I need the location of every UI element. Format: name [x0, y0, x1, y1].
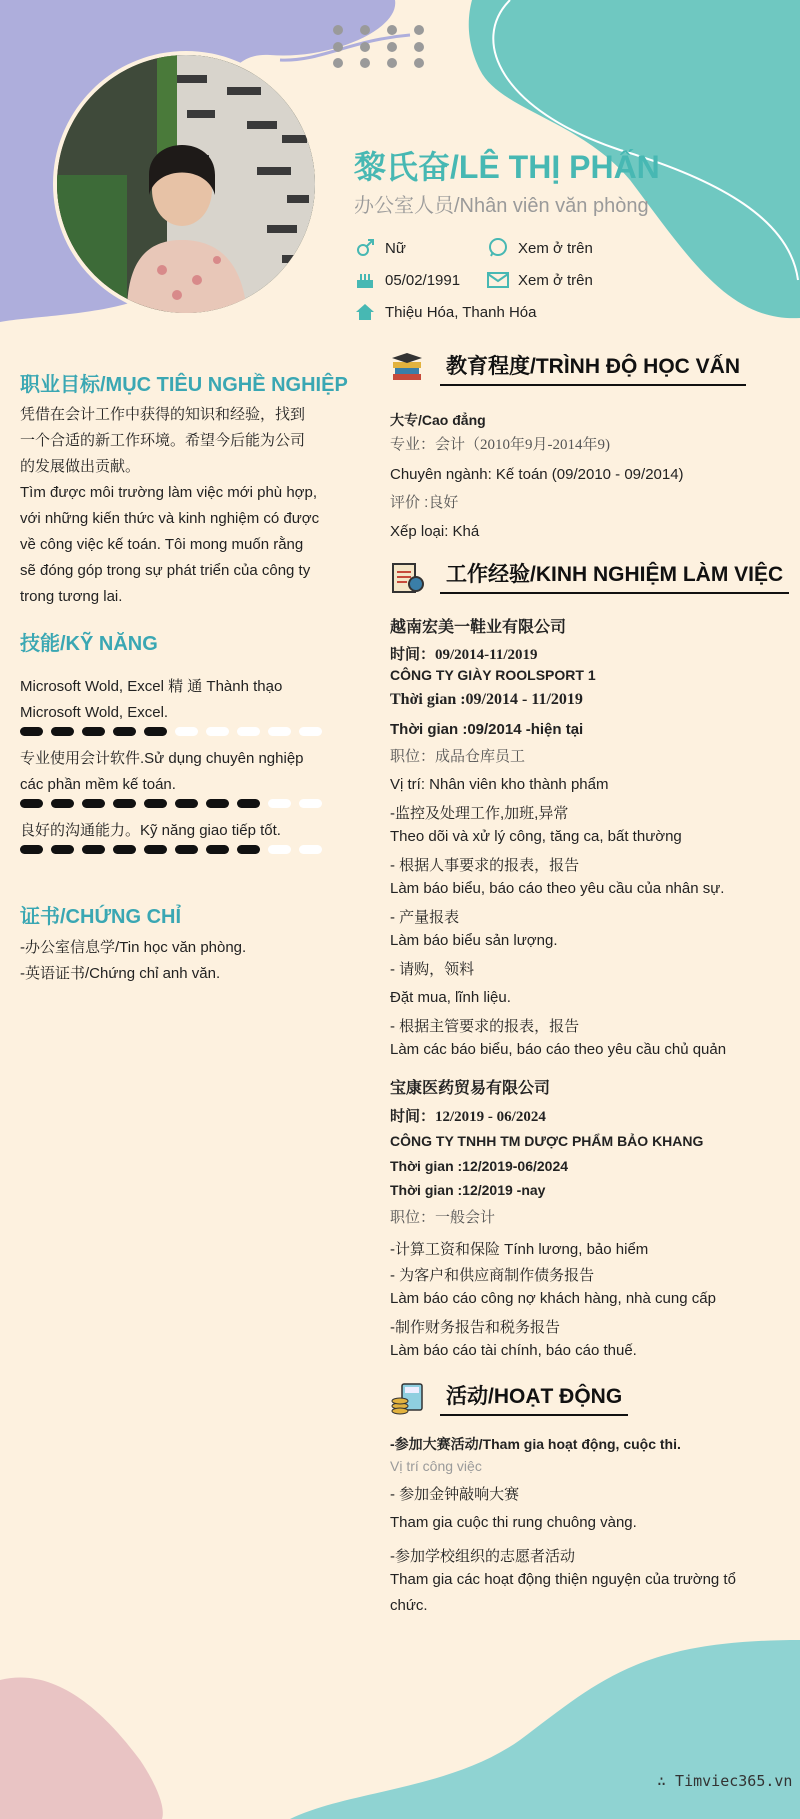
birthday-cake-icon — [354, 269, 376, 291]
edu-major-cn: 专业：会计（2010年9月-2014年9) — [390, 437, 610, 453]
job2-position-cn: 职位：一般会计 — [390, 1209, 496, 1226]
objective-title: 职业目标/MỤC TIÊU NGHỀ NGHIỆP — [20, 374, 348, 396]
skill-level-dot — [299, 799, 322, 808]
job2-company-cn: 宝康医药贸易有限公司 — [390, 1080, 551, 1097]
skill-level-dot — [268, 799, 291, 808]
job2-line: - 为客户和供应商制作债务报告 — [390, 1267, 595, 1284]
cert-title: 证书/CHỨNG CHỈ — [20, 906, 182, 928]
job2-line: Làm báo cáo tài chính, báo cáo thuế. — [390, 1342, 637, 1359]
skill-level-dot — [113, 727, 136, 736]
skills-title: 技能/KỸ NĂNG — [20, 633, 158, 655]
activity-line: Tham gia các hoạt động thiện nguyện của trường tổ — [390, 1571, 736, 1588]
job1-line: - 根据主管要求的报表，报告 — [390, 1018, 580, 1035]
skill-level-dot — [299, 727, 322, 736]
activity-line: chức. — [390, 1597, 428, 1614]
gender-icon — [354, 237, 376, 259]
skill-level-dot — [175, 727, 198, 736]
skill-level-dot — [206, 799, 229, 808]
job1-time-now: Thời gian :09/2014 -hiện tại — [390, 721, 584, 738]
briefcase-report-icon — [390, 560, 424, 594]
candidate-name: 黎氏奋/LÊ THỊ PHẤN — [354, 149, 660, 185]
skill-1: Microsoft Wold, Excel 精 通 Thành thạo Microsoft Wold, Excel. — [20, 678, 283, 721]
skill-1-level — [20, 727, 322, 736]
skill-level-dot — [82, 727, 105, 736]
watermark: ∴ Timviec365.vn — [657, 1772, 793, 1790]
activities-header — [390, 1380, 628, 1416]
activity-line: -参加学校组织的志愿者活动 — [390, 1548, 575, 1565]
skill-3: 良好的沟通能力。Kỹ năng giao tiếp tốt. — [20, 822, 281, 839]
experience-header — [390, 558, 789, 594]
education-title: 教育程度/TRÌNH ĐỘ HỌC VẤN — [440, 350, 746, 386]
activities-placeholder: Vị trí công việc — [390, 1458, 482, 1474]
edu-major-vn: Chuyên ngành: Kế toán (09/2010 - 09/2014) — [390, 466, 684, 483]
home-icon — [354, 301, 376, 323]
job1-time-cn: 时间：09/2014-11/2019 — [390, 647, 538, 663]
candidate-title: 办公室人员/Nhân viên văn phòng — [354, 195, 649, 217]
gender-row — [354, 237, 406, 259]
objective-text: 凭借在会计工作中获得的知识和经验，找到 一个合适的新工作环境。希望今后能为公司 的发展做出贡献。 Tìm được môi trường làm việc mới phù hợp, với những kiến thức và kinh nghiệm có được về công việc kế toán. Tôi mong muốn rằng sẽ đóng góp trong sự phát triển của công ty trong tương lai. — [20, 406, 320, 605]
chat-icon — [487, 237, 509, 259]
job1-line: Làm báo biểu sản lượng. — [390, 932, 558, 949]
skill-level-dot — [51, 799, 74, 808]
job1-company-vn: CÔNG TY GIÀY ROOLSPORT 1 — [390, 667, 596, 683]
dob-value: 05/02/1991 — [385, 271, 461, 289]
job1-line: Đặt mua, lĩnh liệu. — [390, 989, 511, 1006]
email-row — [487, 269, 593, 291]
email-value: Xem ở trên — [518, 271, 593, 289]
skill-2-level — [20, 799, 322, 808]
job1-company-cn: 越南宏美一鞋业有限公司 — [390, 619, 567, 636]
job1-line: - 产量报表 — [390, 909, 460, 926]
job1-line: Vị trí: Nhân viên kho thành phẩm — [390, 776, 609, 793]
job2-time-cn: 时间：12/2019 - 06/2024 — [390, 1109, 546, 1125]
skill-level-dot — [113, 845, 136, 854]
experience-title: 工作经验/KINH NGHIỆM LÀM VIỆC — [440, 558, 789, 594]
books-icon — [390, 352, 424, 386]
education-header — [390, 350, 746, 386]
skill-level-dot — [299, 845, 322, 854]
skill-level-dot — [175, 845, 198, 854]
address-row — [354, 301, 537, 323]
skill-level-dot — [237, 845, 260, 854]
job2-time-now: Thời gian :12/2019 -nay — [390, 1182, 546, 1198]
cert-list: -办公室信息学/Tin học văn phòng. -英语证书/Chứng chỉ anh văn. — [20, 939, 247, 982]
job2-line: Làm báo cáo công nợ khách hàng, nhà cung cấp — [390, 1290, 716, 1307]
skill-level-dot — [268, 727, 291, 736]
envelope-icon — [487, 269, 509, 291]
skill-level-dot — [268, 845, 291, 854]
job1-line: - 请购，领料 — [390, 961, 475, 978]
skill-level-dot — [82, 799, 105, 808]
skill-level-dot — [20, 799, 43, 808]
dob-row — [354, 269, 460, 291]
gender-value: Nữ — [385, 239, 406, 257]
job2-time-vn: Thời gian :12/2019-06/2024 — [390, 1158, 569, 1174]
skill-level-dot — [237, 727, 260, 736]
skill-2: 专业使用会计软件.Sử dụng chuyên nghiệp các phần mềm kế toán. — [20, 750, 304, 793]
calculator-coins-icon — [390, 1382, 424, 1416]
activity-line: Tham gia cuộc thi rung chuông vàng. — [390, 1514, 637, 1531]
teal-blob-bottom — [290, 1640, 800, 1819]
job2-company-vn: CÔNG TY TNHH TM DƯỢC PHẨM BẢO KHANG — [390, 1133, 704, 1149]
activity-line: - 参加金钟敲响大赛 — [390, 1486, 520, 1503]
profile-photo — [53, 51, 319, 317]
skill-level-dot — [144, 799, 167, 808]
skill-level-dot — [206, 845, 229, 854]
skill-level-dot — [206, 727, 229, 736]
pink-blob — [0, 1677, 163, 1819]
job1-line: Làm các báo biểu, báo cáo theo yêu cầu chủ quản — [390, 1041, 727, 1058]
skill-level-dot — [20, 845, 43, 854]
skill-3-level — [20, 845, 322, 854]
edu-rating-cn: 评价 :良好 — [390, 494, 459, 511]
activities-heading: -参加大赛活动/Tham gia hoạt động, cuộc thi. — [390, 1436, 681, 1452]
skill-level-dot — [82, 845, 105, 854]
activities-title: 活动/HOẠT ĐỘNG — [440, 1380, 628, 1416]
zalo-row — [487, 237, 593, 259]
skill-level-dot — [175, 799, 198, 808]
skill-level-dot — [20, 727, 43, 736]
edu-rating-vn: Xếp loại: Khá — [390, 523, 480, 540]
job2-line: -计算工资和保险 Tính lương, bảo hiểm — [390, 1241, 649, 1258]
job1-position-cn: 职位：成品仓库员工 — [390, 748, 526, 765]
job1-line: -监控及处理工作,加班,异常 — [390, 805, 569, 822]
skill-level-dot — [144, 727, 167, 736]
job1-line: Theo dõi và xử lý công, tăng ca, bất thường — [390, 828, 682, 845]
job2-line: -制作财务报告和税务报告 — [390, 1319, 560, 1336]
skill-level-dot — [113, 799, 136, 808]
skill-level-dot — [237, 799, 260, 808]
skill-level-dot — [51, 727, 74, 736]
skill-level-dot — [144, 845, 167, 854]
job1-line: Làm báo biểu, báo cáo theo yêu cầu của nhân sự. — [390, 880, 725, 897]
zalo-value: Xem ở trên — [518, 239, 593, 257]
job1-time-vn: Thời gian :09/2014 - 11/2019 — [390, 691, 583, 708]
job1-line: - 根据人事要求的报表，报告 — [390, 857, 580, 874]
edu-level: 大专/Cao đẳng — [390, 412, 486, 428]
skill-level-dot — [51, 845, 74, 854]
address-value: Thiệu Hóa, Thanh Hóa — [385, 303, 537, 321]
